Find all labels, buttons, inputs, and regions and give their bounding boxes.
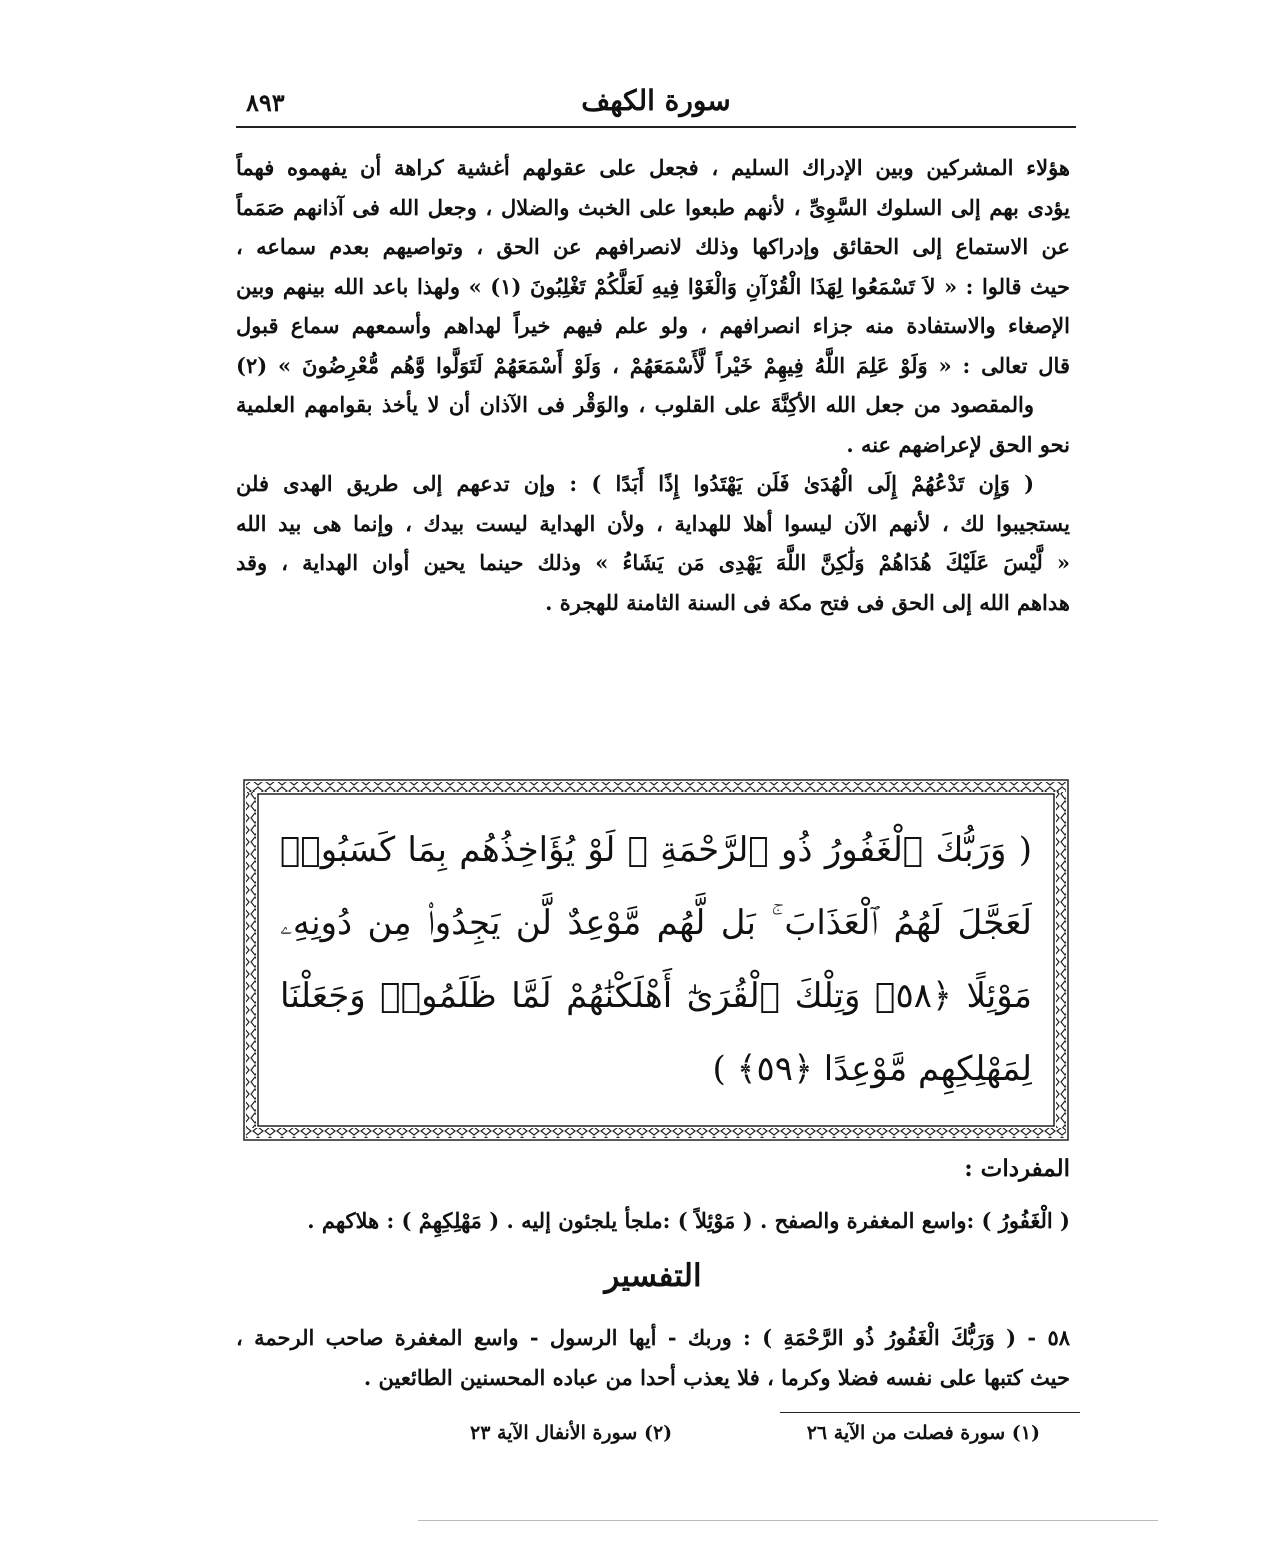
vocabulary-definitions: ( الْغَفُورُ ) :واسع المغفرة والصفح . ( مَوْئِلاً ) :ملجأ يلجئون إليه . ( مَهْلِكِهِمْ ) : هلاكهم . — [307, 1208, 1070, 1233]
body-line: ( وَإِن تَدْعُهُمْ إِلَى الْهُدَىٰ فَلَن يَهْتَدُوا إِذًا أَبَدًا ) : وإن تدعهم إلى طريق الهدى فلن — [236, 471, 1034, 496]
quran-line: مَوْئِلًا ﴿٥٨﴾ وَتِلْكَ ٱلْقُرَىٰٓ أَهْلَكْنَٰهُمْ لَمَّا ظَلَمُوا۟ وَجَعَلْنَا — [280, 976, 1032, 1016]
quran-line: ( وَرَبُّكَ ٱلْغَفُورُ ذُو ٱلرَّحْمَةِ ۖ لَوْ يُؤَاخِذُهُم بِمَا كَسَبُوا۟ — [280, 830, 1032, 870]
quran-verse-frame — [240, 776, 1072, 1144]
header-divider — [236, 126, 1076, 128]
tafsir-body — [236, 1318, 1070, 1397]
body-line: عن الاستماع إلى الحقائق وإدراكها وذلك لانصرافهم عن الحق ، وتواصيهم بعدم سماعه ، — [236, 234, 1070, 259]
body-line: الإصغاء والاستفادة منه جزاء انصرافهم ، ولو علم فيهم خيراً لهداهم وأسمعهم سماع قبول — [236, 313, 1070, 338]
body-line: « لَّيْسَ عَلَيْكَ هُدَاهُمْ وَلَٰكِنَّ اللَّهَ يَهْدِى مَن يَشَاءُ » وذلك حينما يحين أوان الهداية ، وقد — [236, 550, 1070, 575]
tafsir-heading: التفسير — [604, 1258, 702, 1294]
footnotes — [470, 1422, 1040, 1444]
page-number: ٨٩٣ — [246, 88, 285, 117]
body-line: هداهم الله إلى الحق فى فتح مكة فى السنة الثامنة للهجرة . — [545, 589, 1070, 615]
body-line: والمقصود من جعل الله الأكِنَّةَ على القلوب ، والوَقْر فى الآذان أن لا يأخذ بقوامهم العلمية — [236, 392, 1034, 417]
footnote-divider — [780, 1412, 1080, 1413]
page-bottom-line — [418, 1520, 1158, 1521]
surah-title: سورة الكهف — [581, 84, 731, 117]
vocabulary-heading: المفردات : — [964, 1155, 1070, 1182]
body-line: نحو الحق لإعراضهم عنه . — [846, 431, 1070, 457]
commentary-body — [236, 148, 1070, 622]
tafsir-line: ٥٨ - ( وَرَبُّكَ الْغَفُورُ ذُو الرَّحْمَةِ ) : وربك - أيها الرسول - واسع المغفرة صاحب الرحمة ، — [236, 1325, 1070, 1350]
quran-line: لِمَهْلِكِهِم مَّوْعِدًا ﴿٥٩﴾ ) — [712, 1049, 1032, 1089]
footnote-1: (١) سورة فصلت من الآية ٢٦ — [806, 1422, 1040, 1444]
body-line: يستجيبوا لك ، لأنهم الآن ليسوا أهلا للهداية ، ولأن الهداية ليست بيدك ، وإنما هى بيد الله — [236, 510, 1070, 536]
tafsir-line: حيث كتبها على نفسه فضلا وكرما ، فلا يعذب أحدا من عباده المحسنين الطائعين . — [363, 1364, 1070, 1390]
page-header — [236, 82, 1076, 122]
quran-line: لَعَجَّلَ لَهُمُ ٱلْعَذَابَ ۚ بَل لَّهُم مَّوْعِدٌ لَّن يَجِدُوا۟ مِن دُونِهِۦ — [280, 903, 1032, 943]
body-line: هؤلاء المشركين وبين الإدراك السليم ، فجعل على عقولهم أغشية كراهة أن يفهموه فهماً — [236, 155, 1070, 180]
body-line: يؤدى بهم إلى السلوك السَّوِىِّ ، لأنهم طبعوا على الخبث والضلال ، وجعل الله فى آذانهم صَمَماً — [236, 194, 1070, 220]
body-line: قال تعالى : « وَلَوْ عَلِمَ اللَّهُ فِيهِمْ خَيْراً لَّأَسْمَعَهُمْ ، وَلَوْ أَسْمَعَهُمْ لَتَوَلَّوا وَّهُم مُّعْرِضُونَ » (٢) — [236, 352, 1070, 378]
footnote-2: (٢) سورة الأنفال الآية ٢٣ — [470, 1422, 673, 1444]
body-line: حيث قالوا : « لاَ تَسْمَعُوا لِهَذَا الْقُرْآنِ وَالْغَوْا فِيهِ لَعَلَّكُمْ تَغْلِبُونَ (١) » ولهذا باعد الله بينهم وبين — [236, 273, 1070, 299]
quran-verses — [280, 814, 1032, 1106]
